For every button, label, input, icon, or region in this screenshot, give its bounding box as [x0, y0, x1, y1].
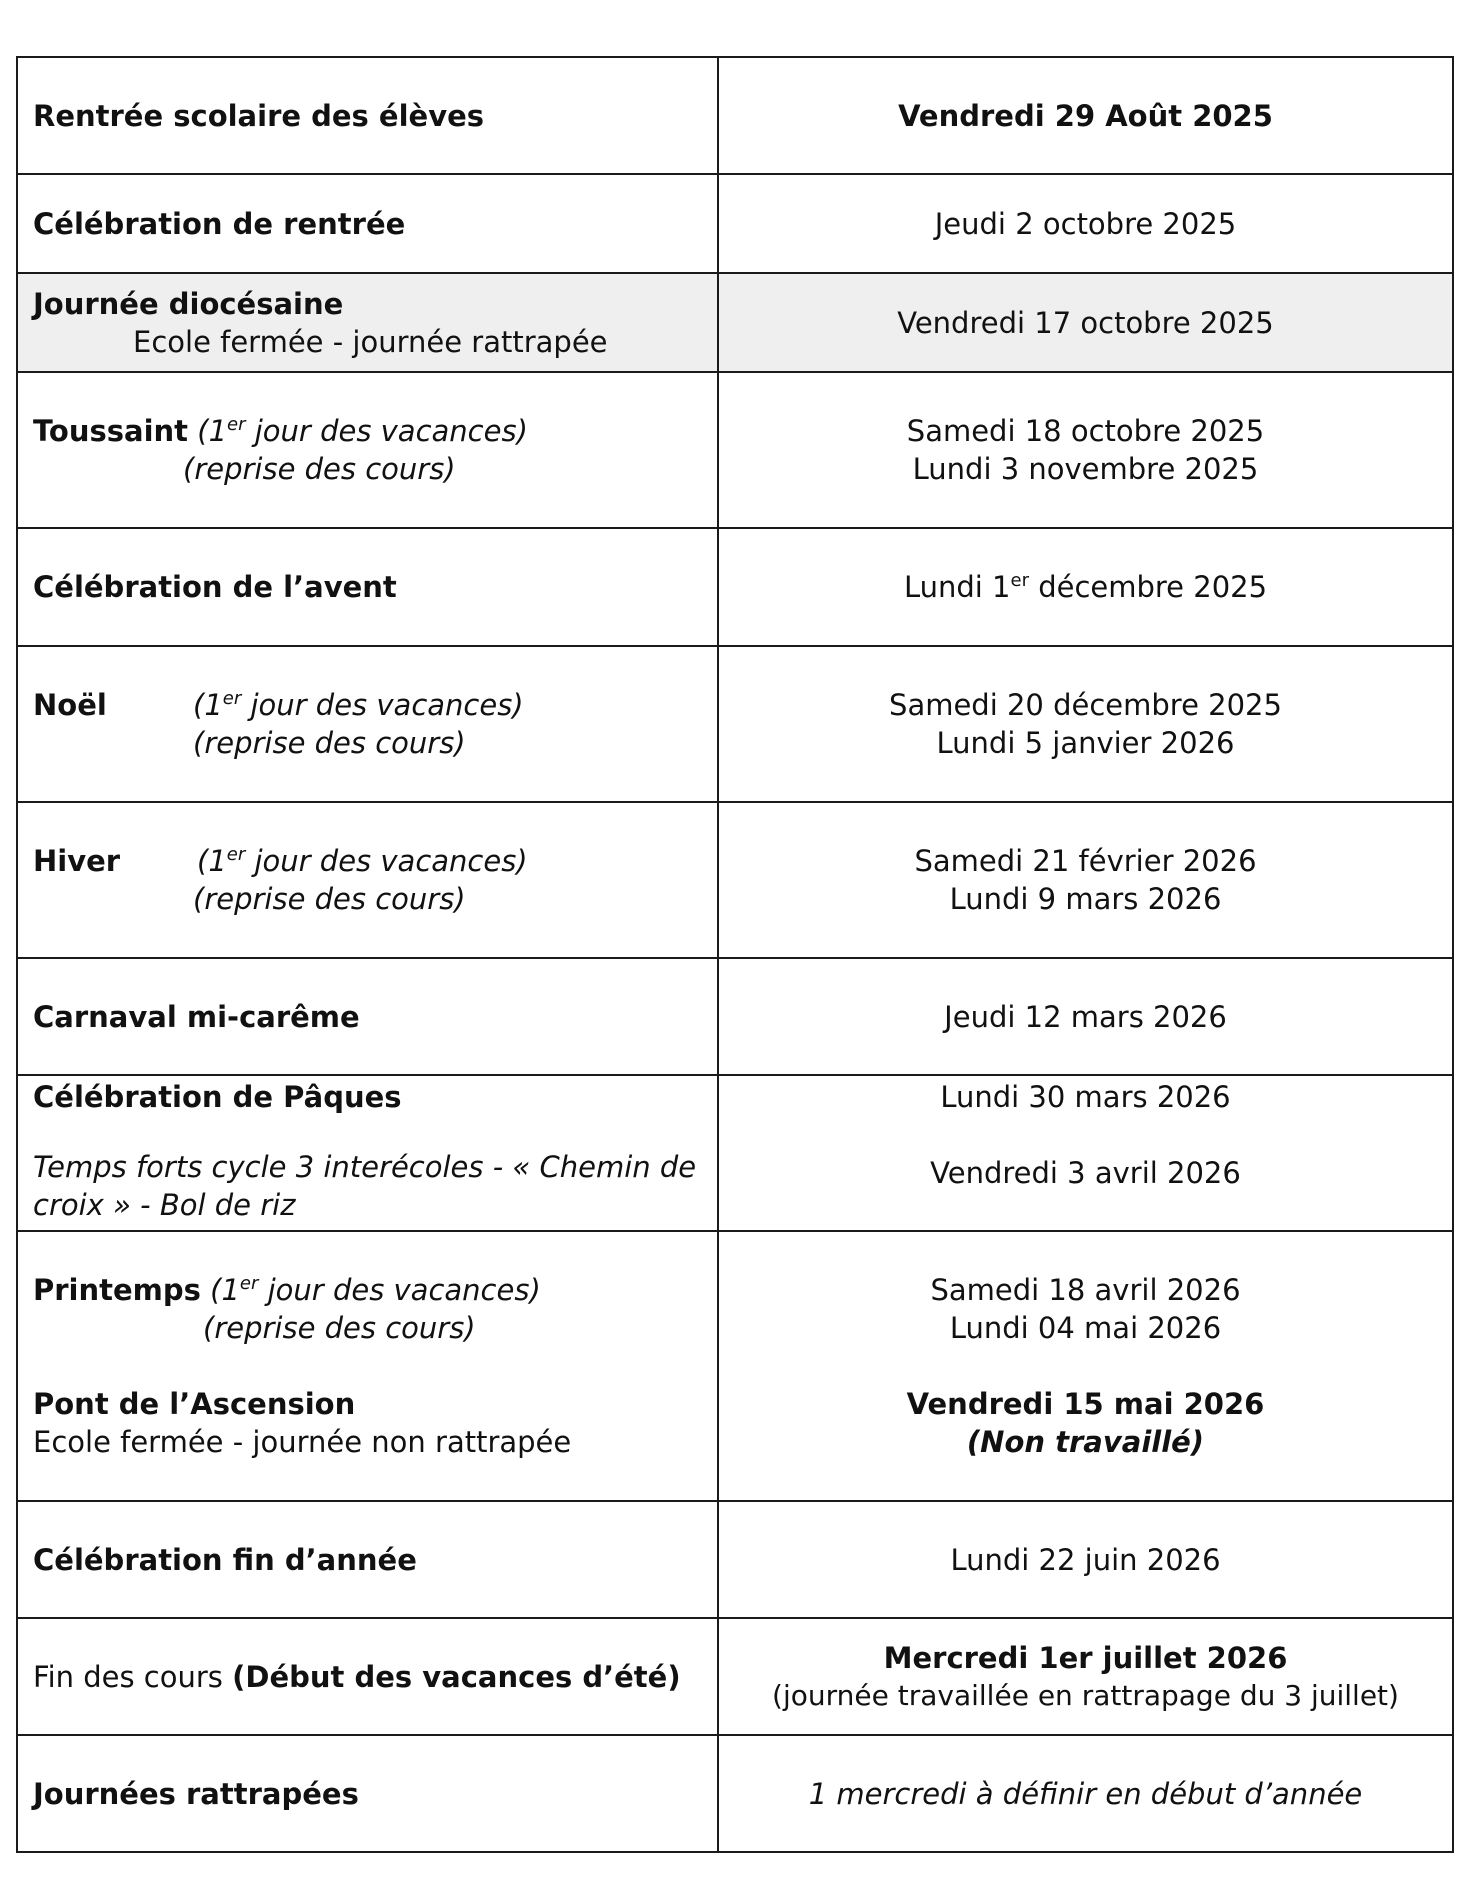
resume-note: (reprise des cours) — [193, 726, 466, 760]
event-label: Hiver — [33, 844, 121, 878]
date-cell — [718, 646, 1453, 802]
event-cell — [17, 273, 718, 372]
event-date: Lundi 30 mars 2026 — [940, 1080, 1231, 1114]
date-cell — [718, 372, 1453, 528]
event-cell — [17, 802, 718, 958]
table-row — [17, 57, 1453, 174]
event-sub-date: Vendredi 15 mai 2026 — [906, 1387, 1265, 1421]
first-day-note: (1er jour des vacances) — [197, 414, 528, 448]
event-date: Vendredi 17 octobre 2025 — [897, 305, 1274, 340]
event-label: Carnaval mi-carême — [33, 999, 360, 1034]
event-cell — [17, 1075, 718, 1231]
event-cell — [17, 174, 718, 273]
event-cell — [17, 1501, 718, 1618]
event-label: Journée diocésaine — [33, 286, 344, 321]
table-row — [17, 958, 1453, 1075]
date-cell — [718, 273, 1453, 372]
resume-date: Lundi 5 janvier 2026 — [936, 726, 1235, 760]
event-date: 1 mercredi à définir en début d’année — [808, 1776, 1363, 1811]
event-cell — [17, 1231, 718, 1501]
start-date: Samedi 18 octobre 2025 — [906, 414, 1265, 448]
event-date: Lundi 1er décembre 2025 — [903, 570, 1268, 604]
table-row — [17, 1618, 1453, 1735]
event-label: Célébration de Pâques — [33, 1080, 402, 1114]
event-cell — [17, 958, 718, 1075]
event-sub-note: Ecole fermée - journée non rattrapée — [33, 1425, 572, 1459]
table-row — [17, 1075, 1453, 1231]
date-cell — [718, 1618, 1453, 1735]
event-cell — [17, 646, 718, 802]
event-cell — [17, 372, 718, 528]
table-row — [17, 174, 1453, 273]
event-label: (Début des vacances d’été) — [232, 1659, 681, 1694]
event-date-note: (journée travaillée en rattrapage du 3 juillet) — [772, 1678, 1399, 1712]
event-label: Célébration fin d’année — [33, 1542, 417, 1577]
school-calendar-table — [16, 56, 1454, 1853]
resume-date: Lundi 04 mai 2026 — [949, 1311, 1222, 1345]
event-cell — [17, 528, 718, 646]
start-date: Samedi 18 avril 2026 — [930, 1273, 1241, 1307]
event-date: Vendredi 29 Août 2025 — [898, 98, 1273, 133]
event-date: Mercredi 1er juillet 2026 — [883, 1640, 1288, 1675]
date-cell — [718, 1075, 1453, 1231]
event-date: Jeudi 12 mars 2026 — [944, 999, 1227, 1034]
event-label: Noël — [33, 688, 107, 722]
event-note: Ecole fermée - journée rattrapée — [133, 324, 608, 359]
first-day-note: (1er jour des vacances) — [193, 688, 524, 722]
event-sub-label: Pont de l’Ascension — [33, 1387, 356, 1421]
event-sub-label: Temps forts cycle 3 interécoles - « Chemin de croix » - Bol de riz — [33, 1150, 697, 1222]
event-sub-date-note: (Non travaillé) — [966, 1425, 1205, 1459]
event-label: Toussaint — [33, 414, 189, 448]
first-day-note: (1er jour des vacances) — [197, 844, 528, 878]
resume-date: Lundi 3 novembre 2025 — [912, 452, 1259, 486]
date-cell — [718, 802, 1453, 958]
date-cell — [718, 174, 1453, 273]
resume-date: Lundi 9 mars 2026 — [949, 882, 1222, 916]
event-sub-date: Vendredi 3 avril 2026 — [930, 1156, 1241, 1190]
resume-note: (reprise des cours) — [193, 882, 466, 916]
event-cell — [17, 57, 718, 174]
event-label: Célébration de rentrée — [33, 206, 406, 241]
table-row — [17, 528, 1453, 646]
event-label-prefix: Fin des cours — [33, 1659, 223, 1694]
table-row — [17, 1231, 1453, 1501]
date-cell — [718, 528, 1453, 646]
event-date: Jeudi 2 octobre 2025 — [934, 206, 1237, 241]
event-label: Journées rattrapées — [33, 1776, 359, 1811]
date-cell — [718, 958, 1453, 1075]
resume-note: (reprise des cours) — [203, 1311, 476, 1345]
event-label: Rentrée scolaire des élèves — [33, 98, 485, 133]
event-date: Lundi 22 juin 2026 — [950, 1542, 1221, 1577]
event-cell — [17, 1735, 718, 1852]
date-cell — [718, 1735, 1453, 1852]
event-label: Printemps — [33, 1273, 201, 1307]
table-row — [17, 273, 1453, 372]
date-cell — [718, 1231, 1453, 1501]
table-row — [17, 1501, 1453, 1618]
resume-note: (reprise des cours) — [183, 452, 456, 486]
date-cell — [718, 1501, 1453, 1618]
table-row — [17, 802, 1453, 958]
date-cell — [718, 57, 1453, 174]
event-label: Célébration de l’avent — [33, 570, 397, 604]
start-date: Samedi 20 décembre 2025 — [889, 688, 1282, 722]
first-day-note: (1er jour des vacances) — [210, 1273, 541, 1307]
table-row — [17, 646, 1453, 802]
event-cell — [17, 1618, 718, 1735]
table-row — [17, 372, 1453, 528]
start-date: Samedi 21 février 2026 — [914, 844, 1257, 878]
table-row — [17, 1735, 1453, 1852]
